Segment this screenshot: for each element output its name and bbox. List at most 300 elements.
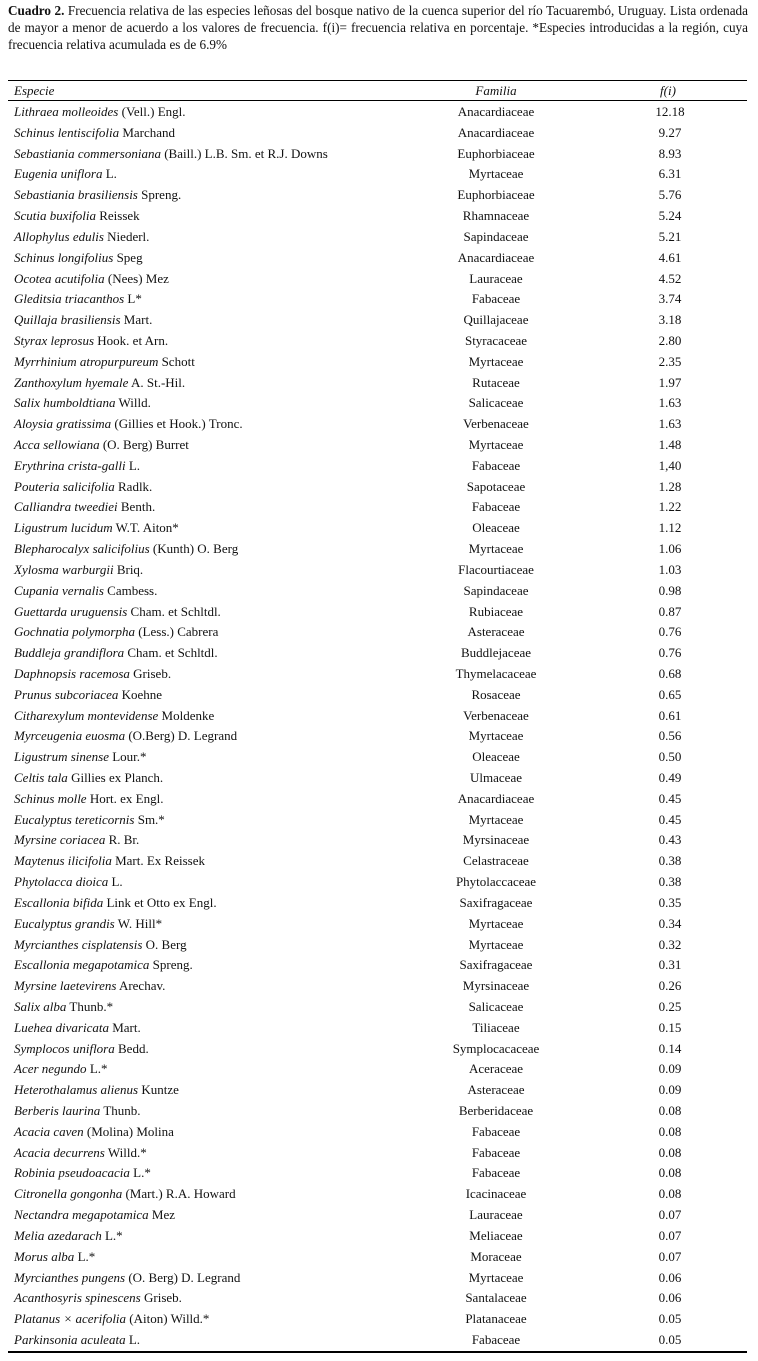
species-cell — [14, 352, 195, 373]
species-name: Nectandra megapotamica — [14, 1207, 149, 1223]
frequency-cell: 1.97 — [658, 374, 682, 390]
table-row — [0, 1122, 758, 1143]
family-cell: Sapotaceae — [466, 478, 526, 494]
species-cell — [14, 539, 238, 560]
frequency-cell: 0.08 — [658, 1165, 682, 1181]
species-cell — [14, 1309, 209, 1330]
table-row — [0, 1288, 758, 1309]
species-author: (O.Berg) D. Legrand — [125, 728, 238, 744]
family-cell: Fabaceae — [471, 1123, 521, 1139]
species-cell — [14, 643, 218, 664]
species-cell — [14, 123, 175, 144]
frequency-cell: 0.34 — [658, 915, 682, 931]
species-cell — [14, 1059, 108, 1080]
header-family: Familia — [475, 83, 517, 98]
frequency-cell: 1.48 — [658, 437, 682, 452]
table-row — [0, 1268, 758, 1289]
species-cell — [14, 206, 140, 227]
species-author: Briq. — [113, 561, 144, 577]
species-author: Mart. — [120, 312, 153, 328]
frequency-cell: 0.38 — [658, 853, 682, 869]
table-row — [0, 373, 758, 394]
species-author: Spreng. — [137, 187, 182, 203]
table-row — [0, 726, 758, 747]
species-author: Mart. — [108, 1019, 141, 1035]
table-row — [0, 810, 758, 831]
species-cell — [14, 851, 205, 872]
table-row — [0, 935, 758, 956]
family-cell: Myrsinaceae — [462, 832, 530, 848]
frequency-cell: 5.24 — [658, 208, 682, 224]
species-name: Robinia pseudoacacia — [14, 1165, 130, 1181]
species-author: (Less.) Cabrera — [134, 624, 219, 640]
species-cell — [14, 393, 151, 414]
frequency-cell: 0.38 — [658, 874, 682, 890]
family-cell: Myrtaceae — [468, 541, 524, 557]
species-cell — [14, 1268, 240, 1289]
species-author: Speg — [113, 249, 143, 265]
family-cell: Moraceae — [470, 1248, 522, 1264]
frequency-cell: 0.26 — [658, 978, 682, 994]
species-name: Prunus subcoriacea — [14, 686, 119, 702]
table-row — [0, 144, 758, 165]
species-cell — [14, 1122, 174, 1143]
table-row — [0, 123, 758, 144]
species-cell — [14, 830, 139, 851]
table-row — [0, 955, 758, 976]
species-author: Hort. ex Engl. — [86, 790, 164, 806]
species-cell — [14, 164, 117, 185]
species-name: Aloysia gratissima — [14, 416, 112, 432]
species-author: Arechav. — [116, 978, 166, 994]
species-cell — [14, 310, 152, 331]
species-cell — [14, 560, 143, 581]
species-author: L.* — [101, 1227, 123, 1243]
species-name: Styrax leprosus — [14, 332, 95, 348]
species-cell — [14, 185, 181, 206]
species-name: Morus alba — [14, 1248, 75, 1264]
family-cell: Quillajaceae — [463, 312, 529, 328]
frequency-cell: 0.31 — [658, 957, 682, 973]
frequency-cell: 0.49 — [658, 770, 682, 785]
species-name: Maytenus ilicifolia — [14, 853, 112, 869]
species-author: (Mart.) R.A. Howard — [122, 1186, 236, 1202]
species-cell — [14, 726, 237, 747]
species-author: L. — [125, 1331, 141, 1347]
family-cell: Rutaceae — [472, 374, 520, 390]
table-row — [0, 1309, 758, 1330]
table-row — [0, 643, 758, 664]
frequency-cell: 4.61 — [658, 249, 682, 265]
species-cell — [14, 414, 243, 435]
frequency-cell: 0.09 — [658, 1061, 682, 1077]
species-name: Myrsine laetevirens — [14, 978, 117, 994]
species-cell — [14, 227, 149, 248]
table-row — [0, 1143, 758, 1164]
species-cell — [14, 810, 165, 831]
species-author: L.* — [86, 1061, 108, 1077]
species-author: (O. Berg) D. Legrand — [125, 1269, 241, 1285]
frequency-cell: 0.68 — [658, 665, 682, 681]
species-author: Koehne — [118, 686, 163, 702]
species-name: Berberis laurina — [14, 1103, 101, 1118]
species-cell — [14, 331, 168, 352]
species-author: Moldenke — [158, 707, 215, 723]
species-author: Cham. et Schltdl. — [127, 603, 221, 619]
family-cell: Myrtaceae — [468, 353, 524, 369]
family-cell: Oleaceae — [472, 520, 520, 536]
species-author: Mez — [148, 1207, 176, 1223]
species-cell — [14, 289, 142, 310]
species-cell — [14, 1184, 236, 1205]
species-author: L. — [102, 166, 117, 182]
species-author: W.T. Aiton* — [112, 520, 179, 536]
table-top-rule — [8, 80, 747, 81]
table-row — [0, 310, 758, 331]
species-name: Salix alba — [14, 998, 67, 1014]
table-row — [0, 560, 758, 581]
table-row — [0, 227, 758, 248]
family-cell: Myrsinaceae — [462, 978, 530, 994]
species-cell — [14, 706, 214, 727]
frequency-cell: 3.74 — [658, 291, 682, 307]
species-author: Cham. et Schltdl. — [124, 645, 218, 661]
frequency-cell: 0.61 — [658, 707, 682, 723]
table-row — [0, 893, 758, 914]
species-name: Myrcianthes pungens — [14, 1269, 126, 1285]
frequency-cell: 0.07 — [658, 1248, 682, 1264]
species-name: Daphnopsis racemosa — [14, 665, 130, 681]
frequency-cell: 1,40 — [658, 457, 682, 473]
species-name: Platanus × acerifolia — [14, 1311, 127, 1327]
family-cell: Lauraceae — [469, 270, 523, 286]
species-cell — [14, 435, 189, 456]
species-cell — [14, 1288, 182, 1309]
species-cell — [14, 914, 162, 935]
table-row — [0, 1226, 758, 1247]
family-cell: Euphorbiaceae — [457, 145, 535, 161]
table-row — [0, 830, 758, 851]
species-author: Radlk. — [114, 478, 153, 494]
table-body — [0, 102, 758, 1351]
species-name: Phytolacca dioica — [14, 874, 109, 890]
species-author: Cambess. — [103, 582, 158, 598]
species-cell — [14, 269, 169, 290]
species-name: Ligustrum lucidum — [14, 520, 113, 536]
species-author: Link et Otto ex Engl. — [103, 894, 217, 910]
species-cell — [14, 1330, 140, 1351]
family-cell: Ulmaceae — [470, 770, 522, 785]
frequency-cell: 0.08 — [658, 1144, 682, 1160]
table-row — [0, 851, 758, 872]
table-row — [0, 768, 758, 789]
species-author: Kuntze — [138, 1082, 179, 1098]
species-cell — [14, 997, 113, 1018]
family-cell: Rubiaceae — [468, 603, 524, 619]
frequency-cell: 0.87 — [658, 603, 682, 619]
family-cell: Anacardiaceae — [457, 104, 535, 119]
species-cell — [14, 976, 165, 997]
species-author: Spreng. — [149, 957, 193, 973]
table-row — [0, 414, 758, 435]
species-name: Eucalyptus grandis — [14, 915, 115, 931]
species-cell — [14, 497, 155, 518]
species-author: Mart. Ex Reissek — [111, 853, 205, 869]
family-cell: Tiliaceae — [472, 1019, 520, 1035]
species-name: Xylosma warburgii — [14, 561, 114, 577]
species-name: Symplocos uniflora — [14, 1040, 115, 1056]
species-author: L. — [108, 874, 123, 890]
species-name: Guettarda uruguensis — [14, 603, 128, 619]
table-row — [0, 289, 758, 310]
family-cell: Symplocacaceae — [452, 1040, 540, 1056]
species-cell — [14, 477, 152, 498]
species-author: L. — [125, 457, 141, 473]
frequency-cell: 0.06 — [658, 1290, 682, 1306]
species-author: (Vell.) Engl. — [118, 104, 186, 119]
species-name: Pouteria salicifolia — [14, 478, 115, 494]
family-cell: Anacardiaceae — [457, 124, 535, 140]
family-cell: Euphorbiaceae — [457, 187, 535, 203]
species-author: Thunb.* — [66, 998, 114, 1014]
species-name: Quillaja brasiliensis — [14, 312, 121, 328]
table-row — [0, 1018, 758, 1039]
frequency-cell: 1.22 — [658, 499, 682, 515]
species-author: L.* — [74, 1248, 96, 1264]
species-author: (Molina) Molina — [83, 1123, 174, 1139]
species-cell — [14, 373, 185, 394]
species-author: Benth. — [117, 499, 156, 515]
species-cell — [14, 955, 193, 976]
header-species: Especie — [14, 83, 55, 98]
species-cell — [14, 1039, 149, 1060]
species-name: Erythrina crista-galli — [14, 457, 126, 473]
frequency-cell: 1.63 — [658, 416, 682, 432]
family-cell: Anacardiaceae — [457, 249, 535, 265]
species-author: (Nees) Mez — [104, 270, 169, 286]
species-name: Calliandra tweediei — [14, 499, 118, 515]
species-cell — [14, 664, 171, 685]
frequency-cell: 0.43 — [658, 832, 682, 848]
family-cell: Fabaceae — [471, 1165, 521, 1181]
species-author: R. Br. — [105, 832, 140, 848]
family-cell: Salicaceae — [468, 395, 524, 411]
species-cell — [14, 456, 140, 477]
species-cell — [14, 581, 157, 602]
species-name: Schinus longifolius — [14, 249, 114, 265]
species-author: Willd.* — [104, 1144, 147, 1160]
species-cell — [14, 747, 147, 768]
species-name: Melia azedarach — [14, 1227, 102, 1243]
species-author: Bedd. — [114, 1040, 149, 1056]
family-cell: Myrtaceae — [468, 1269, 524, 1285]
species-name: Sebastiania commersoniana — [14, 145, 161, 161]
table-row — [0, 164, 758, 185]
table-row — [0, 1184, 758, 1205]
frequency-cell: 0.65 — [658, 686, 682, 702]
table-caption — [8, 2, 748, 53]
table-row — [0, 706, 758, 727]
species-name: Acacia decurrens — [14, 1144, 105, 1160]
table-row — [0, 185, 758, 206]
table-row — [0, 581, 758, 602]
family-cell: Rhamnaceae — [462, 208, 530, 224]
species-name: Schinus molle — [14, 790, 87, 806]
table-row — [0, 269, 758, 290]
frequency-cell: 1.63 — [658, 395, 682, 411]
table-row — [0, 1330, 758, 1351]
species-author: A. St.-Hil. — [128, 374, 186, 390]
species-author: Niederl. — [103, 228, 150, 244]
header-frequency: f(i) — [660, 83, 676, 98]
family-cell: Myrtaceae — [468, 915, 524, 931]
table-row — [0, 477, 758, 498]
frequency-cell: 1.12 — [658, 520, 682, 536]
frequency-cell: 0.09 — [658, 1082, 682, 1098]
table-row — [0, 248, 758, 269]
family-cell: Oleaceae — [472, 749, 520, 765]
table-row — [0, 352, 758, 373]
species-name: Acer negundo — [14, 1061, 87, 1077]
frequency-cell: 2.35 — [658, 353, 682, 369]
species-cell — [14, 602, 221, 623]
species-cell — [14, 1143, 147, 1164]
species-name: Myrsine coriacea — [14, 832, 106, 848]
species-name: Escallonia bifida — [14, 894, 104, 910]
family-cell: Aceraceae — [468, 1061, 524, 1077]
table-row — [0, 914, 758, 935]
table-row — [0, 102, 758, 123]
species-author: Lour.* — [108, 749, 147, 765]
species-name: Sebastiania brasiliensis — [14, 187, 138, 203]
species-name: Buddleja grandiflora — [14, 645, 125, 661]
species-name: Blepharocalyx salicifolius — [14, 541, 150, 557]
frequency-cell: 3.18 — [658, 312, 682, 328]
species-author: (Kunth) O. Berg — [149, 541, 239, 557]
species-name: Schinus lentiscifolia — [14, 124, 120, 140]
table-row — [0, 622, 758, 643]
family-cell: Saxifragaceae — [459, 957, 533, 973]
species-author: Thunb. — [100, 1103, 141, 1118]
family-cell: Fabaceae — [471, 1331, 521, 1347]
species-name: Eucalyptus tereticornis — [14, 811, 135, 827]
family-cell: Saxifragaceae — [459, 894, 533, 910]
species-author: O. Berg — [142, 936, 187, 952]
species-name: Parkinsonia aculeata — [14, 1331, 126, 1347]
species-cell — [14, 248, 143, 269]
frequency-cell: 2.80 — [658, 332, 682, 348]
frequency-cell: 5.21 — [658, 228, 682, 244]
frequency-cell: 8.93 — [658, 145, 682, 161]
family-cell: Styracaceae — [464, 332, 528, 348]
table-row — [0, 206, 758, 227]
species-name: Myrcianthes cisplatensis — [14, 936, 143, 952]
species-name: Ocotea acutifolia — [14, 270, 105, 286]
species-cell — [14, 1226, 123, 1247]
species-author: (Gillies et Hook.) Tronc. — [111, 416, 243, 432]
species-name: Acacia caven — [14, 1123, 84, 1139]
species-author: Schott — [158, 353, 195, 369]
family-cell: Phytolaccaceae — [455, 874, 537, 890]
family-cell: Sapindaceae — [463, 228, 529, 244]
table-row — [0, 393, 758, 414]
species-author: Sm.* — [134, 811, 165, 827]
frequency-cell: 0.05 — [658, 1311, 682, 1327]
species-author: (Aiton) Willd.* — [126, 1311, 210, 1327]
species-cell — [14, 1163, 151, 1184]
table-row — [0, 518, 758, 539]
species-author: (O. Berg) Burret — [99, 437, 189, 452]
species-cell — [14, 768, 163, 789]
species-author: Reissek — [95, 208, 140, 224]
family-cell: Myrtaceae — [468, 811, 524, 827]
family-cell: Icacinaceae — [465, 1186, 527, 1202]
species-author: L.* — [129, 1165, 151, 1181]
table-row — [0, 1247, 758, 1268]
species-author: Griseb. — [129, 665, 172, 681]
frequency-cell: 0.45 — [658, 811, 682, 827]
species-name: Gochnatia polymorpha — [14, 624, 135, 640]
frequency-cell: 0.32 — [658, 936, 682, 952]
species-author: L* — [124, 291, 142, 307]
frequency-cell: 0.15 — [658, 1019, 682, 1035]
table-row — [0, 1101, 758, 1122]
species-cell — [14, 685, 162, 706]
species-name: Eugenia uniflora — [14, 166, 103, 182]
caption-number: Cuadro 2. — [8, 3, 65, 18]
family-cell: Sapindaceae — [463, 582, 529, 598]
species-cell — [14, 1205, 175, 1226]
species-name: Luehea divaricata — [14, 1019, 109, 1035]
frequency-cell: 0.25 — [658, 998, 682, 1014]
frequency-cell: 0.05 — [658, 1331, 682, 1347]
family-cell: Santalaceae — [465, 1290, 527, 1306]
table-row — [0, 789, 758, 810]
table-row — [0, 1059, 758, 1080]
table-row — [0, 1039, 758, 1060]
species-name: Allophylus edulis — [14, 228, 104, 244]
species-name: Escallonia megapotamica — [14, 957, 150, 973]
family-cell: Berberidaceae — [458, 1103, 534, 1118]
species-author: Griseb. — [140, 1290, 182, 1306]
species-name: Myrrhinium atropurpureum — [14, 353, 159, 369]
frequency-cell: 0.35 — [658, 894, 682, 910]
species-cell — [14, 1018, 141, 1039]
table-bottom-rule — [8, 1351, 747, 1353]
frequency-cell: 1.28 — [658, 478, 682, 494]
species-name: Myrceugenia euosma — [14, 728, 126, 744]
family-cell: Salicaceae — [468, 998, 524, 1014]
family-cell: Myrtaceae — [468, 166, 524, 182]
frequency-cell: 0.56 — [658, 728, 682, 744]
species-cell — [14, 518, 179, 539]
family-cell: Meliaceae — [469, 1227, 523, 1243]
family-cell: Myrtaceae — [468, 936, 524, 952]
species-name: Salix humboldtiana — [14, 395, 116, 411]
species-author: W. Hill* — [114, 915, 163, 931]
species-name: Cupania vernalis — [14, 582, 104, 598]
family-cell: Rosaceae — [471, 686, 521, 702]
species-cell — [14, 622, 218, 643]
frequency-cell: 1.03 — [658, 561, 682, 577]
frequency-cell: 0.07 — [658, 1227, 682, 1243]
frequency-cell: 0.08 — [658, 1103, 682, 1118]
family-cell: Verbenaceae — [463, 707, 529, 723]
table-row — [0, 602, 758, 623]
frequency-cell: 9.27 — [658, 124, 682, 140]
table-row — [0, 1205, 758, 1226]
family-cell: Flacourtiaceae — [458, 561, 534, 577]
